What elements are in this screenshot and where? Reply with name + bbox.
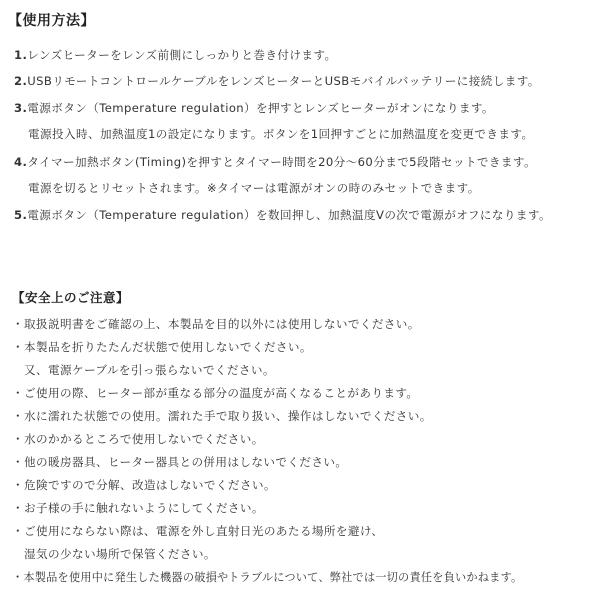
step-text: 電源ボタン（Temperature regulation）を押すとレンズヒーターがオンになります。: [27, 101, 494, 115]
usage-step-5: [14, 207, 551, 223]
step-number: 4.: [14, 155, 28, 169]
usage-step-3-continued: [28, 126, 533, 142]
safety-item: ・本製品を使用中に発生した機器の破損やトラブルについて、弊社では一切の責任を負いかねます。: [12, 571, 523, 584]
safety-item: ・ご使用の際、ヒーター部が重なる部分の温度が高くなることがあります。: [12, 386, 419, 400]
step-text: レンズヒーターをレンズ前側にしっかりと巻き付けます。: [27, 48, 337, 62]
usage-step-2: [14, 73, 540, 89]
usage-step-4: [14, 154, 536, 170]
safety-item: ・本製品を折りたたんだ状態で使用しないでください。: [12, 340, 312, 354]
step-number: 2.: [14, 74, 28, 88]
usage-step-1: [14, 47, 336, 63]
step-text: 電源投入時、加熱温度1の設定になります。ボタンを1回押すごとに加熱温度を変更できます。: [28, 127, 534, 141]
step-text: タイマー加熱ボタン(Timing)を押すとタイマー時間を20分〜60分まで5段階セットできます。: [27, 155, 536, 169]
safety-item: ・危険ですので分解、改造はしないでください。: [12, 478, 276, 492]
safety-item-continued: 又、電源ケーブルを引っ張らないでください。: [24, 363, 275, 377]
usage-heading: 【使用方法】: [8, 13, 95, 29]
step-text: USBリモートコントロールケーブルをレンズヒーターとUSBモバイルバッテリーに接続します。: [27, 74, 540, 88]
step-text: 電源ボタン（Temperature regulation）を数回押し、加熱温度Vの次で電源がオフになります。: [27, 208, 551, 222]
step-number: 5.: [14, 208, 28, 222]
safety-item: ・水のかかるところで使用しないでください。: [12, 432, 264, 446]
safety-item: ・他の暖房器具、ヒーター器具との併用はしないでください。: [12, 455, 348, 469]
safety-heading: 【安全上のご注意】: [12, 290, 130, 305]
safety-item: ・取扱説明書をご確認の上、本製品を目的以外には使用しないでください。: [12, 317, 420, 331]
safety-item-continued: 湿気の少ない場所で保管ください。: [24, 547, 216, 561]
usage-step-4-continued: [28, 180, 480, 196]
safety-item: ・お子様の手に触れないようにしてください。: [12, 501, 264, 515]
step-number: 3.: [14, 101, 28, 115]
step-text: 電源を切るとリセットされます。※タイマーは電源がオンの時のみセットできます。: [28, 181, 480, 195]
safety-item: ・ご使用にならない際は、電源を外し直射日光のあたる場所を避け、: [12, 524, 384, 538]
safety-item: ・水に濡れた状態での使用。濡れた手で取り扱い、操作はしないでください。: [12, 409, 432, 423]
step-number: 1.: [14, 48, 28, 62]
usage-step-3: [14, 100, 494, 116]
